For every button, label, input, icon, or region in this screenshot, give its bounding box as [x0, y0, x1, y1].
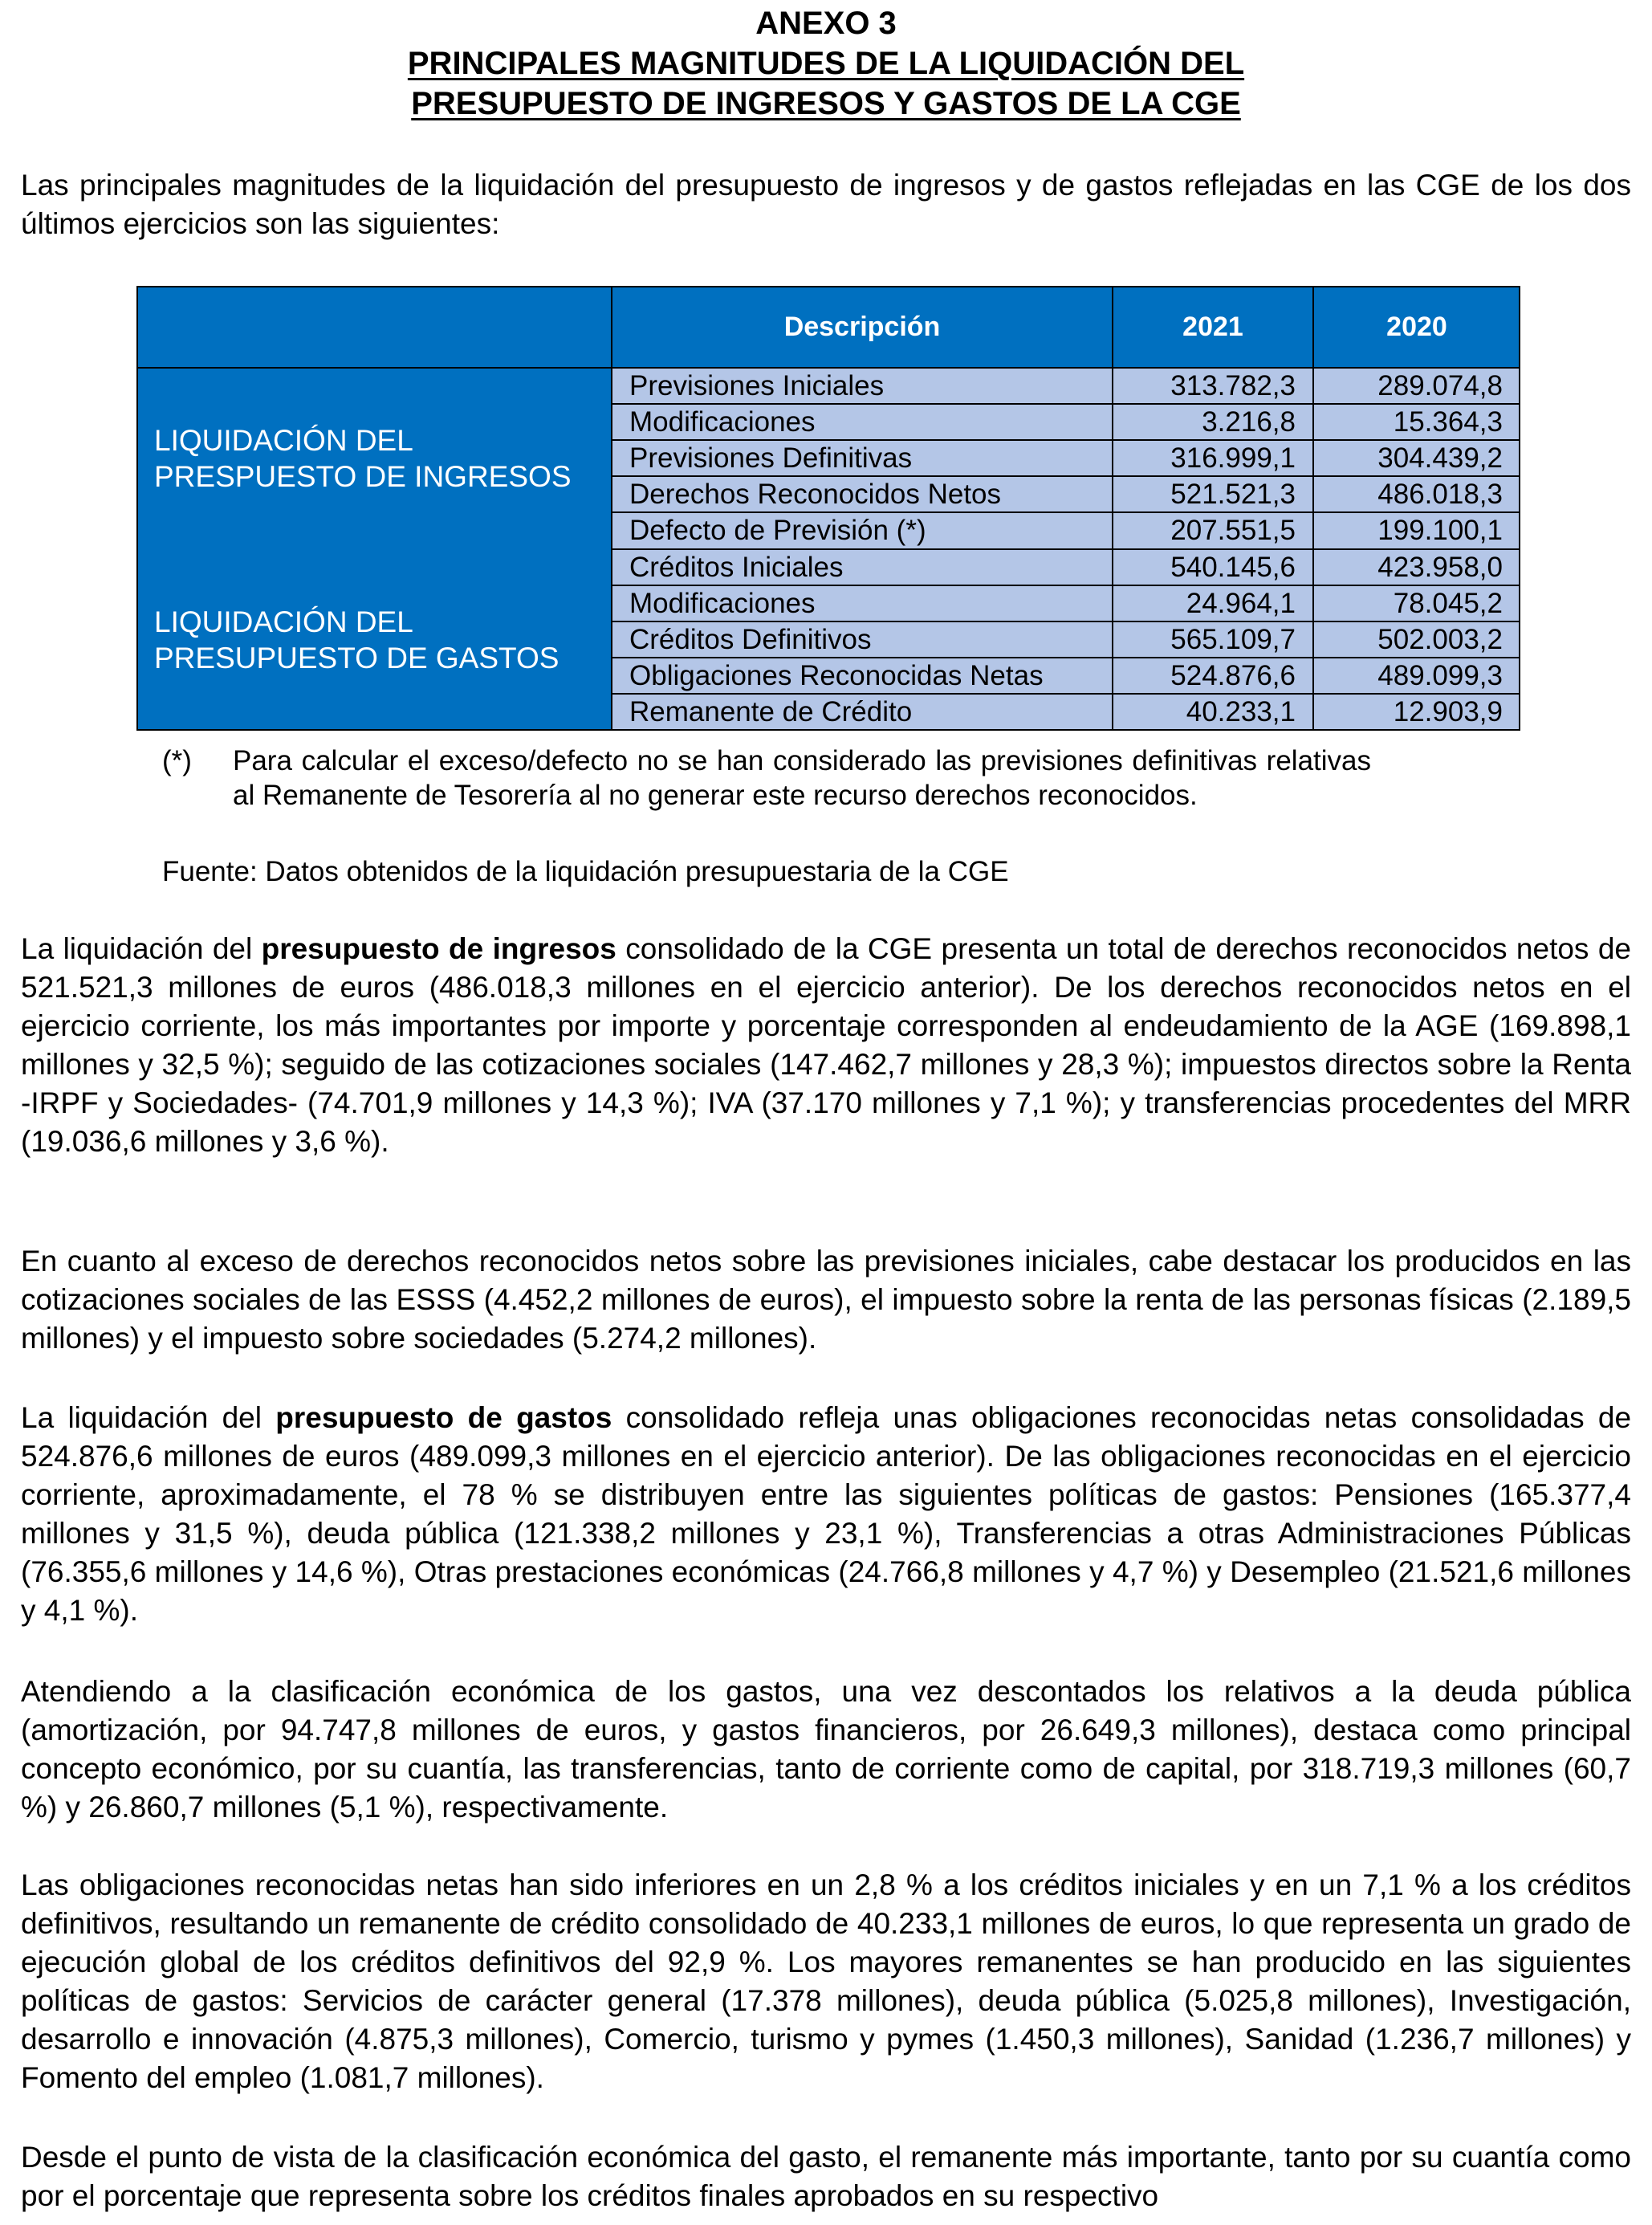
- paragraph-exceso: En cuanto al exceso de derechos reconocidos netos sobre las previsiones iniciales, cabe destacar los producidos en las cotizaciones sociales de las ESSS (4.452,2 millones de euros), el impuesto sobre la renta de las personas físicas (2.189,5 millones) y el impuesto sobre sociedades (5.274,2 millones).: [21, 1245, 1631, 1355]
- table-divider: [611, 286, 612, 731]
- table-cell-2021: 565.109,7: [1113, 621, 1313, 658]
- table-cell-2021: 521.521,3: [1113, 476, 1313, 512]
- paragraph-clasificacion: Atendiendo a la clasificación económica de los gastos, una vez descontados los relativos a la deuda pública (amortización, por 94.747,8 millones de euros, y gastos financieros, por 26.649,3 millones), destaca como principal concepto económico, por su cuantía, las transferencias, tanto de corriente como de capital, por 318.719,3 millones (60,7 %) y 26.860,7 millones (5,1 %), respectivamente.: [21, 1675, 1631, 1824]
- table-divider: [612, 511, 1520, 513]
- paragraph-bold-term: presupuesto de gastos: [275, 1401, 612, 1434]
- table-row-desc: Obligaciones Reconocidas Netas: [612, 658, 1113, 694]
- table-divider: [136, 367, 1520, 369]
- table-divider: [612, 548, 1520, 550]
- intro-paragraph: Las principales magnitudes de la liquidación del presupuesto de ingresos y de gastos reflejadas en las CGE de los dos últimos ejercicios son las siguientes:: [21, 169, 1631, 240]
- table-row-desc: Derechos Reconocidos Netos: [612, 476, 1113, 512]
- table-divider: [612, 693, 1520, 695]
- table-cell-2021: 207.551,5: [1113, 512, 1313, 549]
- table-divider: [1312, 286, 1314, 731]
- header-description: Descripción: [612, 286, 1113, 368]
- annex-number: ANEXO 3: [755, 6, 897, 41]
- budget-table: [136, 286, 1520, 731]
- table-cell-2021: 3.216,8: [1113, 404, 1313, 440]
- table-cell-2020: 78.045,2: [1313, 585, 1520, 621]
- table-source: Fuente: Datos obtenidos de la liquidación presupuestaria de la CGE: [162, 856, 1009, 887]
- table-cell-2021: 24.964,1: [1113, 585, 1313, 621]
- table-cell-2021: 524.876,6: [1113, 658, 1313, 694]
- table-row-desc: Defecto de Previsión (*): [612, 512, 1113, 549]
- annex-heading-line-1: PRINCIPALES MAGNITUDES DE LA LIQUIDACIÓN DEL: [407, 46, 1245, 81]
- table-row-desc: Previsiones Iniciales: [612, 368, 1113, 404]
- table-cell-2020: 486.018,3: [1313, 476, 1520, 512]
- table-cell-2020: 12.903,9: [1313, 694, 1520, 731]
- table-cell-2020: 304.439,2: [1313, 440, 1520, 476]
- table-divider: [612, 621, 1520, 622]
- annex-title: [0, 3, 1652, 124]
- table-divider: [612, 475, 1520, 477]
- header-empty-cell: [136, 286, 612, 368]
- footnote-mark: (*): [162, 745, 192, 776]
- footnote-text: Para calcular el exceso/defecto no se han considerado las previsiones definitivas relativas al Remanente de Tesorería al no generar este recurso derechos reconocidos.: [233, 745, 1371, 811]
- section-label-ingresos: LIQUIDACIÓN DEL PRESPUESTO DE INGRESOS: [136, 368, 612, 549]
- table-cell-2020: 289.074,8: [1313, 368, 1520, 404]
- table-row-desc: Créditos Iniciales: [612, 549, 1113, 585]
- paragraph-gastos: [21, 1399, 1631, 1630]
- table-row-desc: Modificaciones: [612, 585, 1113, 621]
- paragraph-remanentes: Las obligaciones reconocidas netas han sido inferiores en un 2,8 % a los créditos iniciales y en un 7,1 % a los créditos definitivos, resultando un remanente de crédito consolidado de 40.233,1 millones de euros, lo que representa un grado de ejecución global de los créditos definitivos del 92,9 %. Los mayores remanentes se han producido en las siguientes políticas de gastos: Servicios de carácter general (17.378 millones), deuda pública (5.025,8 millones), Investigación, desarrollo e innovación (4.875,3 millones), Comercio, turismo y pymes (1.450,3 millones), Sanidad (1.236,7 millones) y Fomento del empleo (1.081,7 millones).: [21, 1868, 1631, 2094]
- table-row-desc: Créditos Definitivos: [612, 621, 1113, 658]
- table-divider: [612, 439, 1520, 441]
- paragraph-text: consolidado refleja unas obligaciones reconocidas netas consolidadas de 524.876,6 millones de euros (489.099,3 millones en el ejercicio anterior). De las obligaciones reconocidas en el ejercicio corriente, aproximadamente, el 78 % se distribuyen entre las siguientes políticas de gastos: Pensiones (165.377,4 millones y 31,5 %), deuda pública (121.338,2 millones y 23,1 %), Transferencias a otras Administraciones Públicas (76.355,6 millones y 14,6 %), Otras prestaciones económicas (24.766,8 millones y 4,7 %) y Desempleo (21.521,6 millones y 4,1 %).: [21, 1401, 1632, 1627]
- table-cell-2021: 313.782,3: [1113, 368, 1313, 404]
- table-cell-2021: 540.145,6: [1113, 549, 1313, 585]
- header-2021: 2021: [1113, 286, 1313, 368]
- paragraph-ingresos: [21, 930, 1631, 1161]
- paragraph-remanente-economico: Desde el punto de vista de la clasificación económica del gasto, el remanente más importante, tanto por su cuantía como por el porcentaje que representa sobre los créditos finales aprobados en su respectivo: [21, 2141, 1631, 2212]
- table-row-desc: Modificaciones: [612, 404, 1113, 440]
- paragraph-text: La liquidación del: [21, 1401, 276, 1434]
- header-2020: 2020: [1313, 286, 1520, 368]
- table-row-desc: Remanente de Crédito: [612, 694, 1113, 731]
- table-divider: [612, 403, 1520, 405]
- table-cell-2020: 489.099,3: [1313, 658, 1520, 694]
- table-cell-2020: 199.100,1: [1313, 512, 1520, 549]
- table-divider: [1112, 286, 1113, 731]
- table-cell-2021: 40.233,1: [1113, 694, 1313, 731]
- table-cell-2020: 15.364,3: [1313, 404, 1520, 440]
- table-divider: [612, 657, 1520, 658]
- table-cell-2020: 502.003,2: [1313, 621, 1520, 658]
- section-label-gastos: LIQUIDACIÓN DEL PRESUPUESTO DE GASTOS: [136, 549, 612, 731]
- table-row-desc: Previsiones Definitivas: [612, 440, 1113, 476]
- table-divider: [612, 585, 1520, 586]
- paragraph-text: consolidado de la CGE presenta un total de derechos reconocidos netos de 521.521,3 millones de euros (486.018,3 millones en el ejercicio anterior). De los derechos reconocidos netos en el ejercicio corriente, los más importantes por importe y porcentaje corresponden al endeudamiento de la AGE (169.898,1 millones y 32,5 %); seguido de las cotizaciones sociales (147.462,7 millones y 28,3 %); impuestos directos sobre la Renta -IRPF y Sociedades- (74.701,9 millones y 14,3 %); IVA (37.170 millones y 7,1 %); y transferencias procedentes del MRR (19.036,6 millones y 3,6 %).: [21, 932, 1631, 1158]
- paragraph-bold-term: presupuesto de ingresos: [261, 932, 616, 965]
- paragraph-text: La liquidación del: [21, 932, 262, 965]
- table-cell-2020: 423.958,0: [1313, 549, 1520, 585]
- annex-heading-line-2: PRESUPUESTO DE INGRESOS Y GASTOS DE LA CGE: [411, 86, 1241, 121]
- table-cell-2021: 316.999,1: [1113, 440, 1313, 476]
